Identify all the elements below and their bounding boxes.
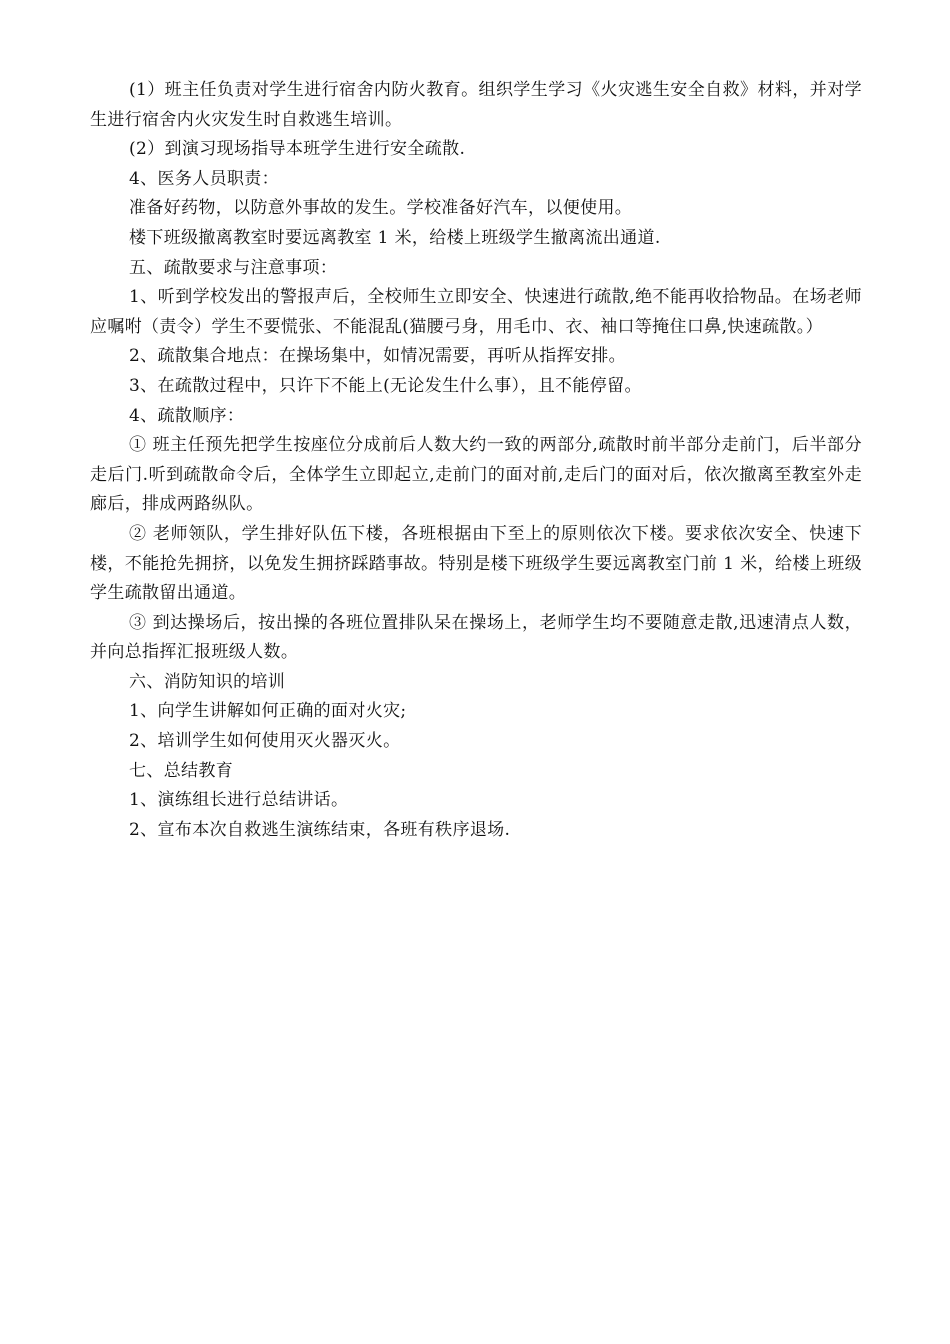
paragraph-training-2: 2、培训学生如何使用灭火器灭火。 [129,731,401,752]
paragraph-requirement-4-heading: 4、疏散顺序： [129,405,245,426]
paragraph-summary-1: 1、演练组长进行总结讲话。 [129,790,349,811]
document-body [90,76,862,845]
paragraph-downstairs-clearance: 楼下班级撤离教室时要远离教室 1 米，给楼上班级学生撤离流出通道. [129,227,661,248]
paragraph-summary-2: 2、宣布本次自救逃生演练结束，各班有秩序退场. [129,819,511,840]
section-heading-fire-training: 六、消防知识的培训 [129,671,286,692]
paragraph-requirement-2: 2、疏散集合地点：在操场集中，如情况需要，再听从指挥安排。 [129,346,626,367]
paragraph-medical-prepare: 准备好药物，以防意外事故的发生。学校准备好汽车，以便使用。 [129,198,633,219]
paragraph-medical-heading: 4、医务人员职责： [129,168,279,189]
paragraph-requirement-3: 3、在疏散过程中，只许下不能上(无论发生什么事），且不能停留。 [129,375,642,396]
section-heading-evacuation-requirements: 五、疏散要求与注意事项： [129,257,338,278]
paragraph-training-1: 1、向学生讲解如何正确的面对火灾; [129,701,407,722]
paragraph-order-step-1: ① 班主任预先把学生按座位分成前后人数大约一致的两部分,疏散时前半部分走前门，后半部分走后门.听到疏散命令后，全体学生立即起立,走前门的面对前,走后门的面对后，依次撤离至教室外走廊后，排成两路纵队。 [90,435,862,515]
paragraph-order-step-3: ③ 到达操场后，按出操的各班位置排队呆在操场上，老师学生均不要随意走散,迅速清点人数，并向总指挥汇报班级人数。 [90,612,862,663]
paragraph-order-step-2: ② 老师领队，学生排好队伍下楼，各班根据由下至上的原则依次下楼。要求依次安全、快速下楼，不能抢先拥挤，以免发生拥挤踩踏事故。特别是楼下班级学生要远离教室门前 1 米，给楼上班级学生疏散留出通道。 [90,523,862,604]
paragraph-requirement-1: 1、听到学校发出的警报声后，全校师生立即安全、快速进行疏散,绝不能再收拾物品。在场老师应嘱咐（责令）学生不要慌张、不能混乱(猫腰弓身，用毛巾、衣、袖口等掩住口鼻,快速疏散。） [90,287,862,337]
section-heading-summary: 七、总结教育 [129,760,234,781]
paragraph-class-teacher-duty-2: (2）到演习现场指导本班学生进行安全疏散. [129,139,466,160]
paragraph-class-teacher-duty-1: (1）班主任负责对学生进行宿舍内防火教育。组织学生学习《火灾逃生安全自救》材料，并对学生进行宿舍内火灾发生时自救逃生培训。 [90,80,862,130]
